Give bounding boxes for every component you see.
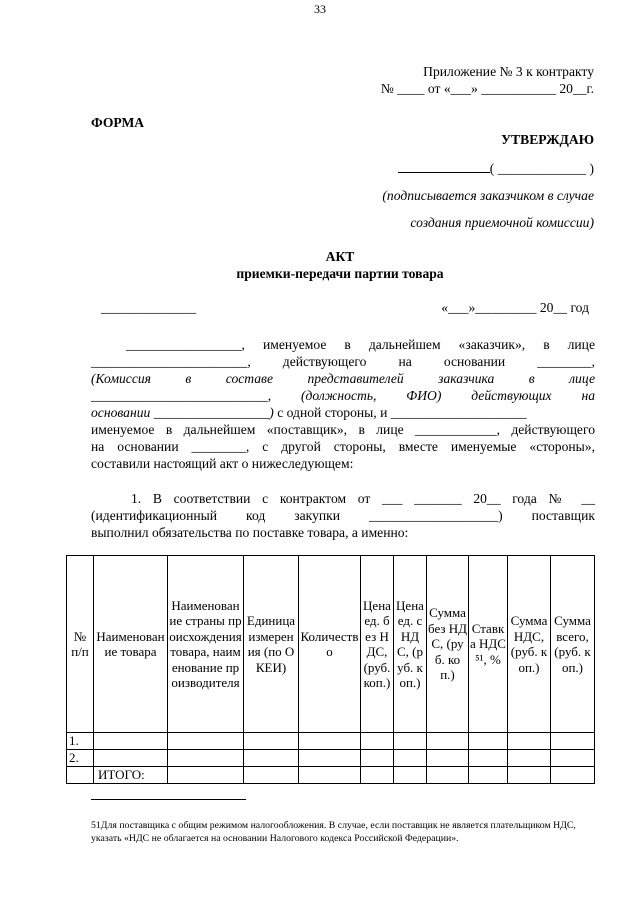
date-field: «___»_________ 20__ год — [441, 300, 589, 315]
header-cell: Цена ед. с НДС, (руб. коп.) — [394, 556, 427, 733]
body-line-5-italic: основании _________________) — [91, 405, 274, 420]
body-line-8: составили настоящий акт о нижеследующем: — [91, 456, 354, 471]
form-label: ФОРМА — [91, 115, 145, 130]
row-number: 2. — [67, 750, 94, 767]
approval-title: УТВЕРЖДАЮ — [501, 132, 594, 147]
clause-1-line-1: 1. В соответствии с контрактом от ___ _______ 20__ года № __ — [131, 491, 595, 506]
signature-tail: ( _____________ ) — [489, 161, 594, 176]
body-line-5 — [91, 404, 595, 421]
table-row — [67, 733, 595, 750]
header-cell: Сумма НДС, (руб. коп.) — [508, 556, 551, 733]
table-total-row — [67, 767, 595, 784]
header-cell: Ставка НДС⁵¹, % — [469, 556, 508, 733]
header-cell: Количество — [299, 556, 361, 733]
place-field: ______________ — [101, 300, 197, 315]
table-header-row — [67, 556, 595, 733]
approval-signature — [398, 159, 594, 177]
goods-table — [66, 555, 595, 784]
body-line-4: __________________________, (должность, ФИО) действующих на — [91, 388, 595, 403]
clause-1-line-3: выполнил обязательства по поставке товара, а именно: — [91, 525, 409, 540]
header-cell: Наименование товара — [94, 556, 168, 733]
row-number: 1. — [67, 733, 94, 750]
header-cell: Сумма без НДС, (руб. коп.) — [427, 556, 469, 733]
body-line-1: _________________, именуемое в дальнейшем «заказчик», в лице — [126, 337, 595, 352]
footnote-separator — [91, 799, 246, 800]
body-line-5-rest: с одной стороны, и ____________________ — [273, 405, 527, 420]
body-line-2: _______________________, действующего на основании ________, — [91, 354, 595, 369]
appendix-line-1: Приложение № 3 к контракту — [423, 64, 594, 79]
body-line-3: (Комиссия в составе представителей заказчика в лице — [91, 371, 595, 386]
page-number: 33 — [314, 2, 326, 16]
clause-1-line-2: (идентификационный код закупки ___________________) поставщик — [91, 508, 595, 523]
header-cell: Цена ед. без НДС, (руб. коп.) — [361, 556, 394, 733]
header-cell: Сумма всего, (руб. коп.) — [551, 556, 595, 733]
signature-underline — [398, 159, 490, 173]
act-subtitle: приемки-передачи партии товара — [236, 266, 444, 281]
approval-note-1: (подписывается заказчиком в случае — [382, 188, 594, 203]
header-cell: Наименование страны происхождения товара, наименование производителя — [168, 556, 244, 733]
footnote: 51Для поставщика с общим режимом налогообложения. В случае, если поставщик не является плательщиком НДС, указать «НДС не облагается на основании Налогового кодекса Российской Федерации». — [91, 820, 576, 844]
act-title: АКТ — [325, 249, 355, 264]
total-label: ИТОГО: — [94, 767, 168, 784]
appendix-line-2: № ____ от «___» ___________ 20__г. — [380, 81, 594, 96]
body-line-7: на основании ________, с другой стороны, вместе именуемые «стороны», — [91, 439, 595, 454]
table-row — [67, 750, 595, 767]
header-cell: № п/п — [67, 556, 94, 733]
header-cell: Единица измерения (по ОКЕИ) — [244, 556, 299, 733]
approval-note-2: создания приемочной комиссии) — [410, 215, 594, 230]
body-line-6: именуемое в дальнейшем «поставщик», в лице ____________, действующего — [91, 422, 595, 437]
